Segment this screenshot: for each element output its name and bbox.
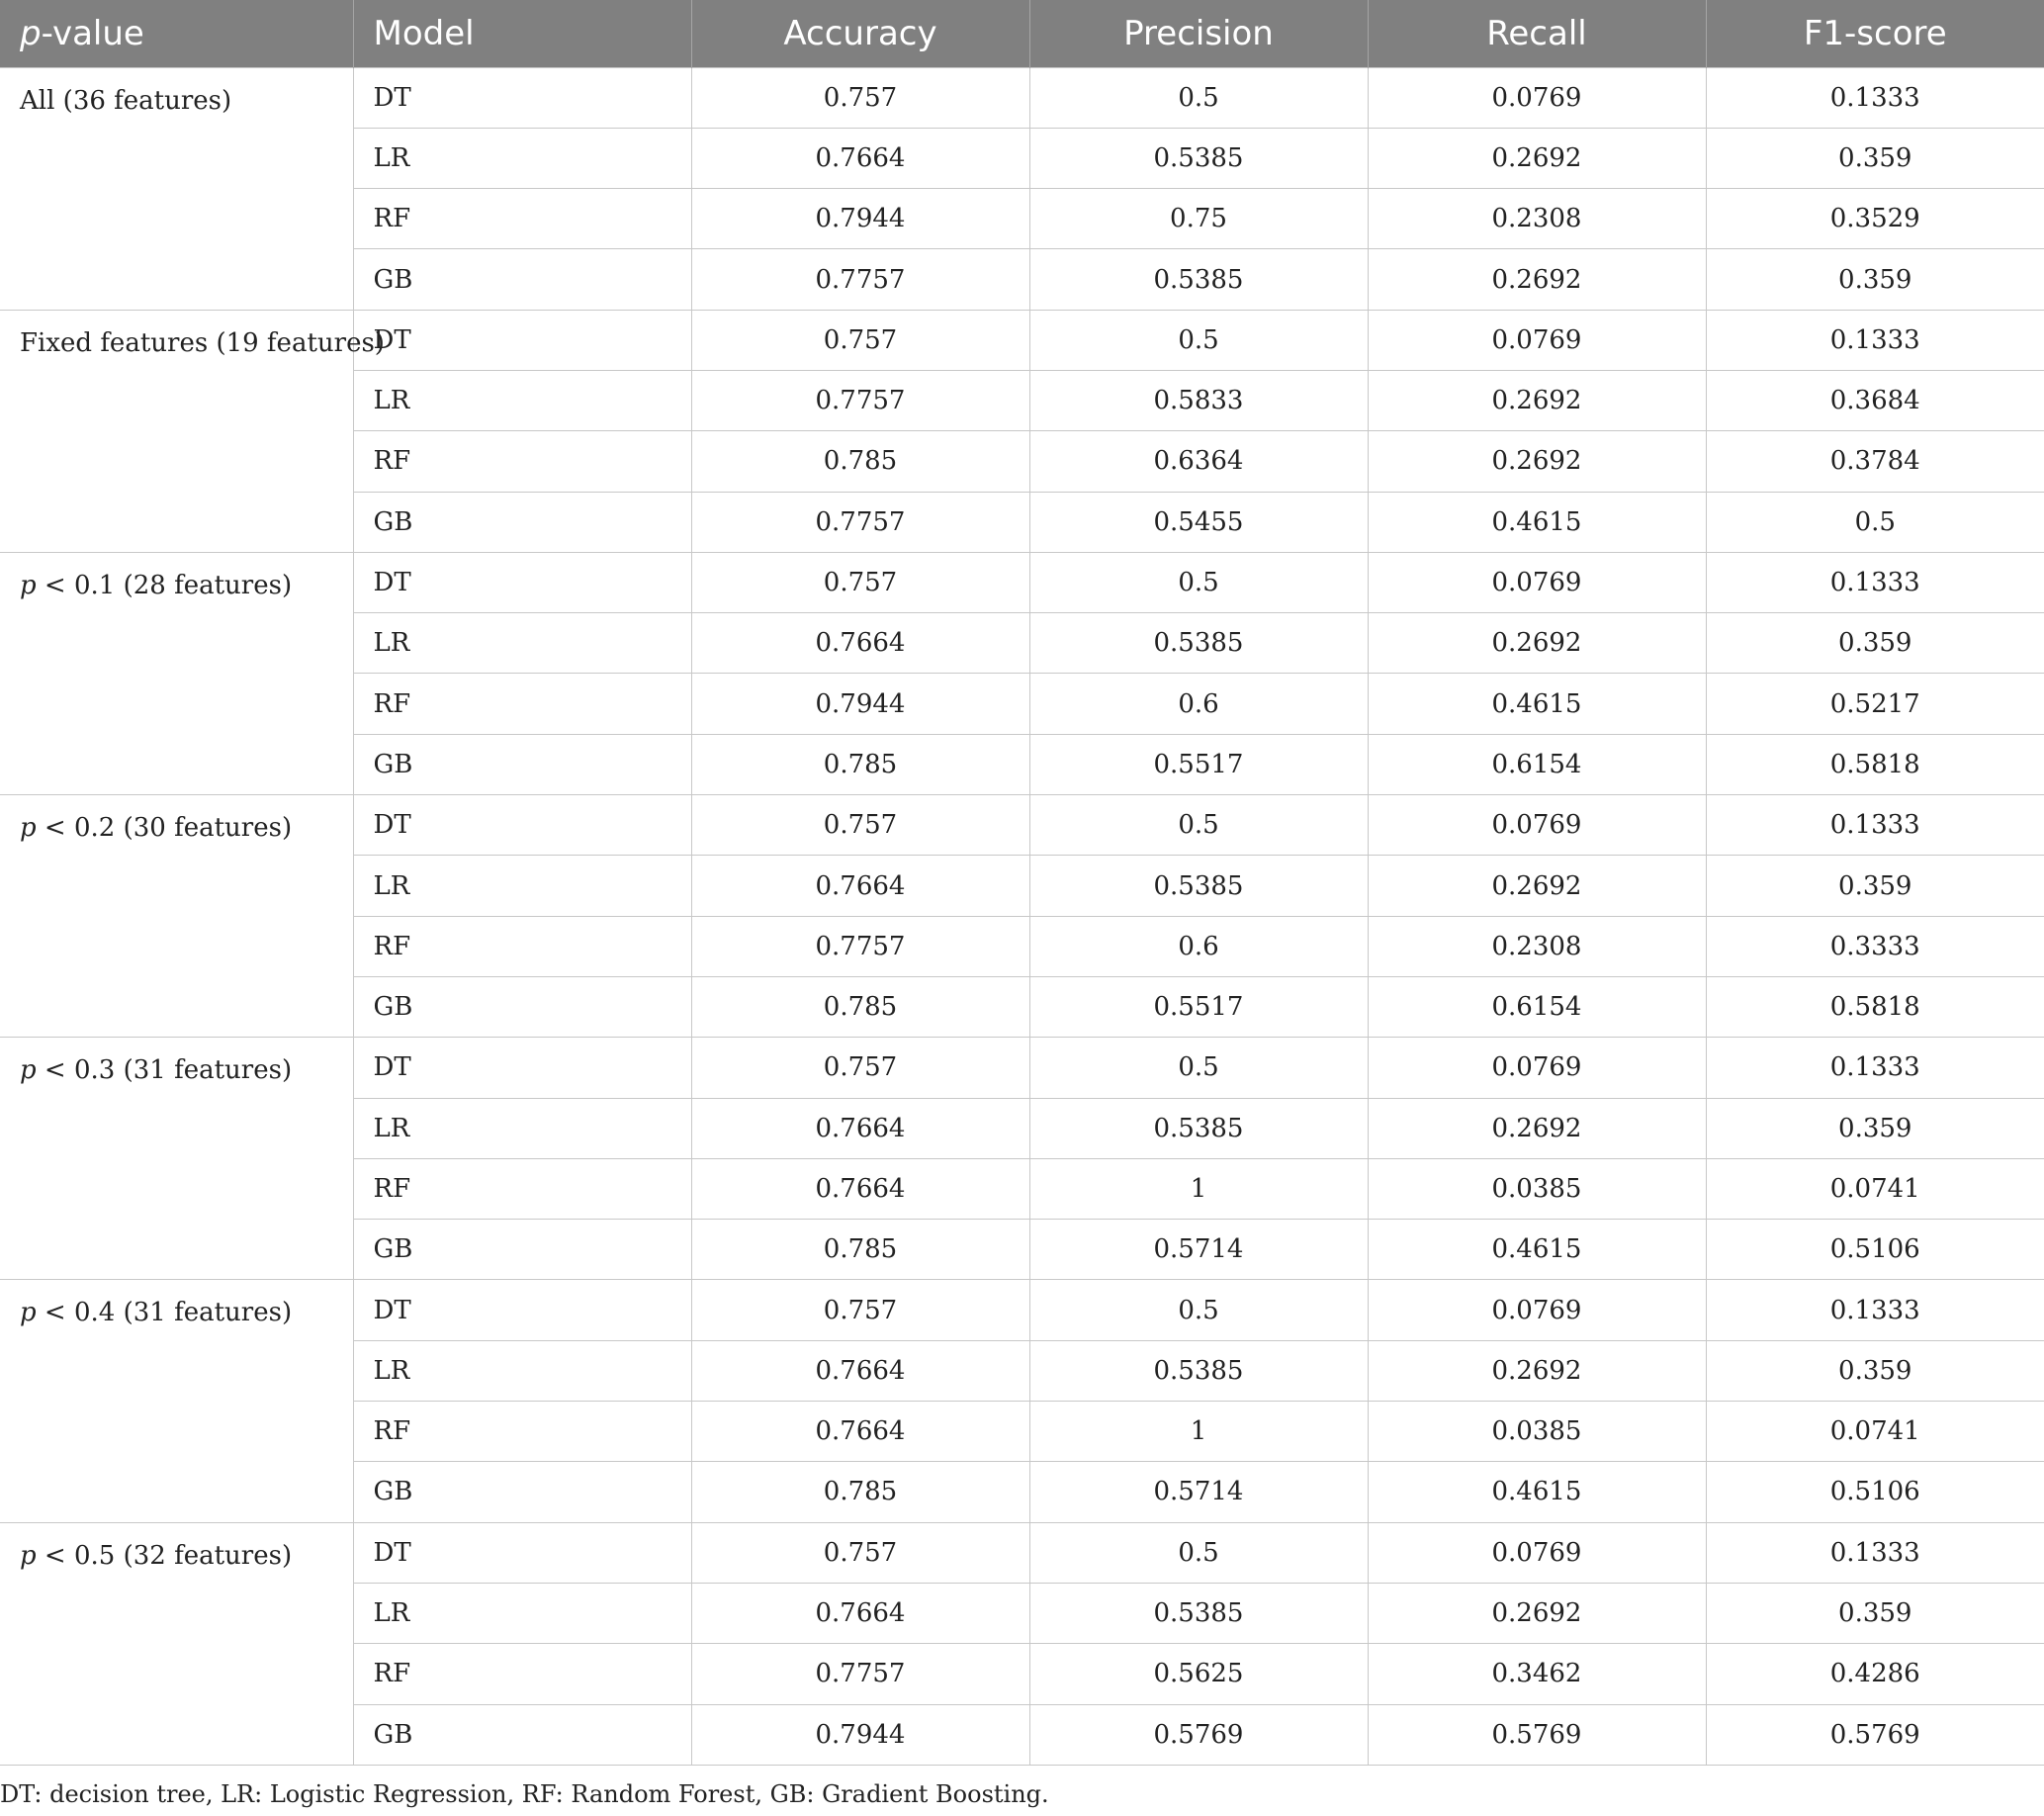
recall-cell: 0.6154	[1368, 976, 1706, 1037]
recall-cell: 0.2692	[1368, 613, 1706, 674]
model-cell: RF	[353, 189, 691, 249]
group-label: p < 0.2 (30 features)	[0, 795, 353, 1038]
accuracy-cell: 0.7664	[691, 1583, 1029, 1643]
precision-cell: 0.5455	[1029, 492, 1368, 552]
precision-cell: 0.5	[1029, 1038, 1368, 1098]
precision-cell: 0.5	[1029, 795, 1368, 856]
recall-cell: 0.2692	[1368, 249, 1706, 310]
f1-cell: 0.1333	[1706, 310, 2044, 370]
f1-cell: 0.1333	[1706, 1522, 2044, 1583]
recall-cell: 0.0385	[1368, 1158, 1706, 1219]
table-row	[0, 67, 2044, 128]
recall-cell: 0.2692	[1368, 431, 1706, 492]
f1-cell: 0.5106	[1706, 1220, 2044, 1280]
accuracy-cell: 0.7757	[691, 370, 1029, 430]
model-cell: LR	[353, 370, 691, 430]
accuracy-cell: 0.785	[691, 976, 1029, 1037]
recall-cell: 0.4615	[1368, 674, 1706, 734]
table-row	[0, 1038, 2044, 1098]
f1-cell: 0.359	[1706, 128, 2044, 188]
model-cell: RF	[353, 1158, 691, 1219]
recall-cell: 0.4615	[1368, 492, 1706, 552]
precision-cell: 0.5	[1029, 67, 1368, 128]
model-cell: DT	[353, 552, 691, 612]
accuracy-cell: 0.7757	[691, 249, 1029, 310]
f1-cell: 0.359	[1706, 1583, 2044, 1643]
model-cell: DT	[353, 1280, 691, 1340]
f1-cell: 0.3333	[1706, 916, 2044, 976]
precision-cell: 0.5	[1029, 1522, 1368, 1583]
model-cell: LR	[353, 613, 691, 674]
table-row	[0, 1280, 2044, 1340]
precision-cell: 1	[1029, 1158, 1368, 1219]
precision-cell: 0.5833	[1029, 370, 1368, 430]
f1-cell: 0.5106	[1706, 1462, 2044, 1522]
accuracy-cell: 0.757	[691, 1038, 1029, 1098]
accuracy-cell: 0.785	[691, 1462, 1029, 1522]
model-cell: RF	[353, 674, 691, 734]
f1-cell: 0.0741	[1706, 1402, 2044, 1462]
precision-cell: 0.6364	[1029, 431, 1368, 492]
model-cell: GB	[353, 1220, 691, 1280]
table-body	[0, 67, 2044, 1765]
recall-cell: 0.2692	[1368, 1098, 1706, 1158]
f1-cell: 0.3529	[1706, 189, 2044, 249]
recall-cell: 0.0769	[1368, 552, 1706, 612]
recall-cell: 0.2692	[1368, 370, 1706, 430]
header-accuracy: Accuracy	[691, 0, 1029, 67]
f1-cell: 0.1333	[1706, 67, 2044, 128]
accuracy-cell: 0.7664	[691, 613, 1029, 674]
f1-cell: 0.359	[1706, 856, 2044, 916]
model-cell: DT	[353, 1522, 691, 1583]
recall-cell: 0.2692	[1368, 1340, 1706, 1401]
accuracy-cell: 0.757	[691, 310, 1029, 370]
accuracy-cell: 0.785	[691, 734, 1029, 794]
accuracy-cell: 0.757	[691, 1280, 1029, 1340]
accuracy-cell: 0.7664	[691, 856, 1029, 916]
accuracy-cell: 0.7664	[691, 1158, 1029, 1219]
f1-cell: 0.5	[1706, 492, 2044, 552]
model-cell: DT	[353, 310, 691, 370]
header-recall: Recall	[1368, 0, 1706, 67]
recall-cell: 0.0769	[1368, 1522, 1706, 1583]
model-cell: RF	[353, 431, 691, 492]
accuracy-cell: 0.7944	[691, 674, 1029, 734]
accuracy-cell: 0.785	[691, 431, 1029, 492]
accuracy-cell: 0.757	[691, 67, 1029, 128]
accuracy-cell: 0.7664	[691, 1098, 1029, 1158]
recall-cell: 0.2692	[1368, 128, 1706, 188]
model-cell: DT	[353, 795, 691, 856]
recall-cell: 0.3462	[1368, 1644, 1706, 1704]
table-row	[0, 552, 2044, 612]
precision-cell: 0.5385	[1029, 249, 1368, 310]
recall-cell: 0.0769	[1368, 795, 1706, 856]
recall-cell: 0.0769	[1368, 67, 1706, 128]
precision-cell: 0.5	[1029, 1280, 1368, 1340]
f1-cell: 0.1333	[1706, 552, 2044, 612]
model-cell: GB	[353, 492, 691, 552]
f1-cell: 0.1333	[1706, 1038, 2044, 1098]
precision-cell: 0.5769	[1029, 1704, 1368, 1765]
accuracy-cell: 0.7757	[691, 1644, 1029, 1704]
group-label: p < 0.4 (31 features)	[0, 1280, 353, 1522]
model-cell: GB	[353, 1704, 691, 1765]
precision-cell: 0.5625	[1029, 1644, 1368, 1704]
model-cell: GB	[353, 976, 691, 1037]
f1-cell: 0.3784	[1706, 431, 2044, 492]
model-cell: RF	[353, 1644, 691, 1704]
recall-cell: 0.2308	[1368, 916, 1706, 976]
model-cell: LR	[353, 1098, 691, 1158]
f1-cell: 0.5818	[1706, 734, 2044, 794]
model-cell: LR	[353, 1340, 691, 1401]
table-row	[0, 310, 2044, 370]
precision-cell: 0.5517	[1029, 734, 1368, 794]
model-cell: LR	[353, 128, 691, 188]
recall-cell: 0.2692	[1368, 856, 1706, 916]
recall-cell: 0.0769	[1368, 1038, 1706, 1098]
accuracy-cell: 0.757	[691, 1522, 1029, 1583]
recall-cell: 0.5769	[1368, 1704, 1706, 1765]
model-cell: DT	[353, 67, 691, 128]
precision-cell: 0.5385	[1029, 613, 1368, 674]
model-cell: GB	[353, 1462, 691, 1522]
f1-cell: 0.5818	[1706, 976, 2044, 1037]
group-label: p < 0.3 (31 features)	[0, 1038, 353, 1280]
accuracy-cell: 0.7944	[691, 1704, 1029, 1765]
precision-cell: 0.5385	[1029, 128, 1368, 188]
accuracy-cell: 0.7757	[691, 916, 1029, 976]
model-cell: GB	[353, 734, 691, 794]
recall-cell: 0.4615	[1368, 1220, 1706, 1280]
precision-cell: 0.5385	[1029, 1583, 1368, 1643]
precision-cell: 0.5517	[1029, 976, 1368, 1037]
accuracy-cell: 0.7664	[691, 128, 1029, 188]
f1-cell: 0.4286	[1706, 1644, 2044, 1704]
recall-cell: 0.6154	[1368, 734, 1706, 794]
accuracy-cell: 0.757	[691, 795, 1029, 856]
header-f1: F1-score	[1803, 13, 1947, 53]
recall-cell: 0.4615	[1368, 1462, 1706, 1522]
header-row	[0, 0, 2044, 67]
recall-cell: 0.0769	[1368, 1280, 1706, 1340]
model-cell: LR	[353, 856, 691, 916]
model-cell: RF	[353, 916, 691, 976]
group-label: p < 0.1 (28 features)	[0, 552, 353, 794]
table-footnote: DT: decision tree, LR: Logistic Regression, RF: Random Forest, GB: Gradient Boosting.	[0, 1780, 1049, 1808]
f1-cell: 0.359	[1706, 613, 2044, 674]
model-cell: GB	[353, 249, 691, 310]
header-pvalue: p-value	[0, 0, 353, 67]
accuracy-cell: 0.7757	[691, 492, 1029, 552]
header-precision: Precision	[1029, 0, 1368, 67]
precision-cell: 0.5385	[1029, 1340, 1368, 1401]
f1-cell: 0.359	[1706, 1340, 2044, 1401]
precision-cell: 0.5	[1029, 310, 1368, 370]
table-row	[0, 1522, 2044, 1583]
precision-cell: 0.6	[1029, 674, 1368, 734]
recall-cell: 0.2692	[1368, 1583, 1706, 1643]
f1-cell: 0.5769	[1706, 1704, 2044, 1765]
f1-cell: 0.359	[1706, 249, 2044, 310]
accuracy-cell: 0.785	[691, 1220, 1029, 1280]
accuracy-cell: 0.7664	[691, 1340, 1029, 1401]
model-cell: DT	[353, 1038, 691, 1098]
precision-cell: 0.5385	[1029, 856, 1368, 916]
table-row	[0, 795, 2044, 856]
accuracy-cell: 0.7664	[691, 1402, 1029, 1462]
accuracy-cell: 0.757	[691, 552, 1029, 612]
f1-cell: 0.1333	[1706, 1280, 2044, 1340]
model-cell: RF	[353, 1402, 691, 1462]
model-cell: LR	[353, 1583, 691, 1643]
precision-cell: 1	[1029, 1402, 1368, 1462]
header-model: Model	[353, 0, 691, 67]
precision-cell: 0.5	[1029, 552, 1368, 612]
f1-cell: 0.359	[1706, 1098, 2044, 1158]
precision-cell: 0.75	[1029, 189, 1368, 249]
recall-cell: 0.0385	[1368, 1402, 1706, 1462]
precision-cell: 0.6	[1029, 916, 1368, 976]
f1-cell: 0.1333	[1706, 795, 2044, 856]
accuracy-cell: 0.7944	[691, 189, 1029, 249]
recall-cell: 0.2308	[1368, 189, 1706, 249]
group-label: Fixed features (19 features)	[0, 310, 353, 552]
group-label: p < 0.5 (32 features)	[0, 1522, 353, 1765]
f1-cell: 0.3684	[1706, 370, 2044, 430]
recall-cell: 0.0769	[1368, 310, 1706, 370]
group-label: All (36 features)	[0, 67, 353, 310]
f1-cell: 0.5217	[1706, 674, 2044, 734]
precision-cell: 0.5714	[1029, 1220, 1368, 1280]
precision-cell: 0.5714	[1029, 1462, 1368, 1522]
precision-cell: 0.5385	[1029, 1098, 1368, 1158]
f1-cell: 0.0741	[1706, 1158, 2044, 1219]
